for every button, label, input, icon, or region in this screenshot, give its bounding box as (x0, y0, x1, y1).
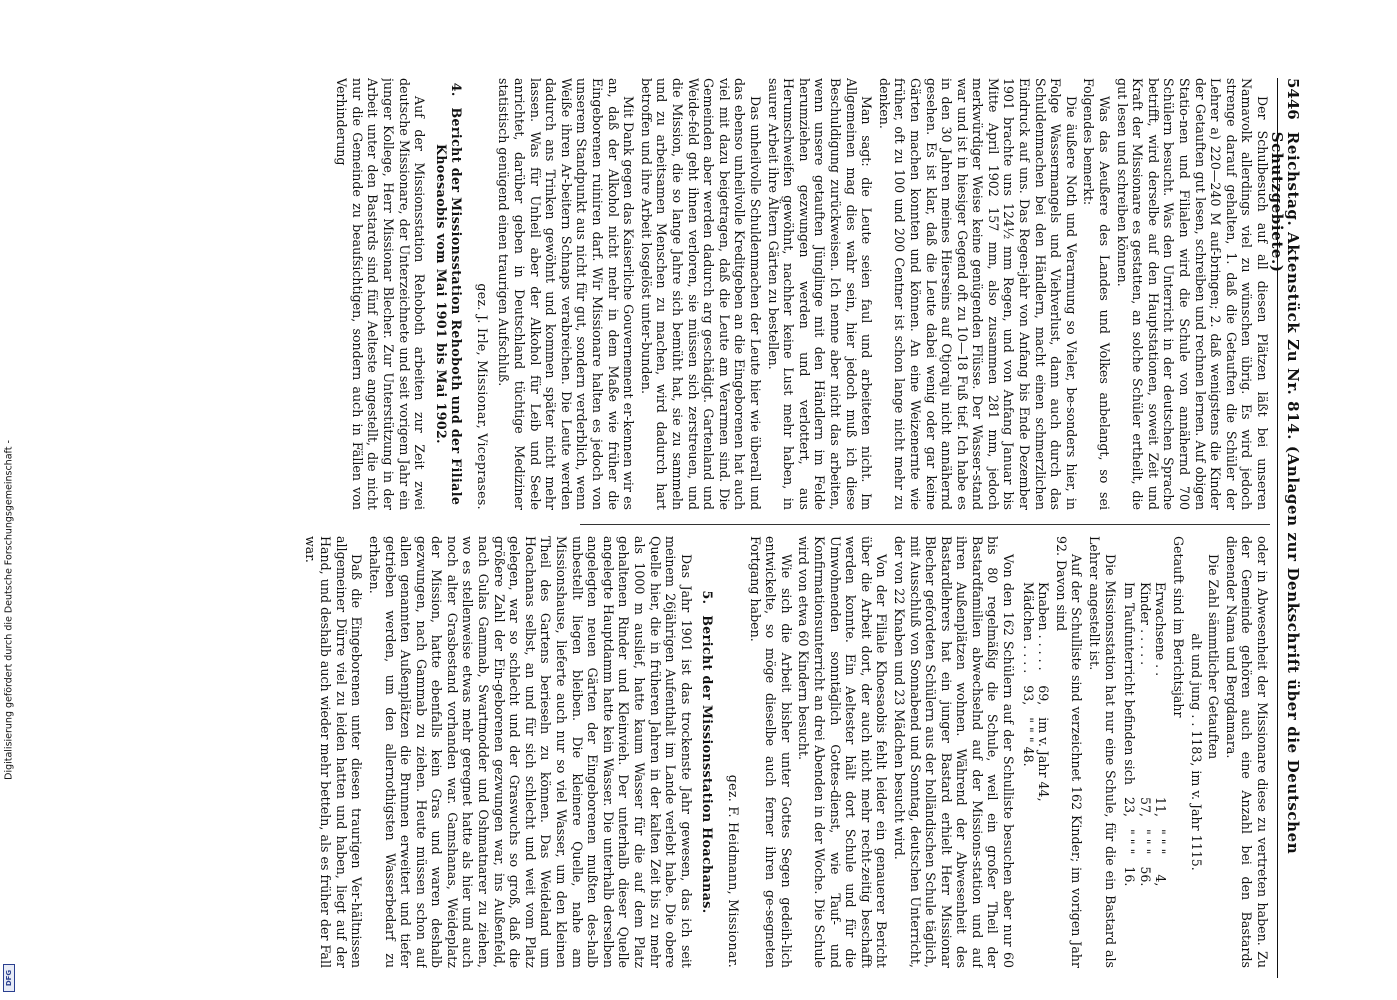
section-title: Bericht der Missionsstation Hoachanas. (700, 615, 716, 914)
section-number: 5. (700, 590, 716, 605)
paragraph: oder in Abwesenheit der Missionare diese zu vertreten haben. Zu der Gemeinde gehören auch eine Anzahl bei den Bastards dienender Nama und Bergdamara. (1223, 536, 1270, 968)
row-label: Im Taufunterricht befinden sich (1122, 582, 1138, 785)
page-footer (0, 0, 18, 1000)
section-title: Bericht der Missionsstation Rehoboth und der Filiale Khoesaobis vom Mai 1901 bis Mai 1902. (433, 107, 465, 506)
school-table (1020, 576, 1051, 808)
right-column (120, 536, 1270, 968)
section-number: 4. (449, 82, 465, 97)
table-row (1153, 576, 1169, 892)
row-prev-value: 56. (1137, 866, 1153, 887)
row-prev-value: " " " 48. (1020, 717, 1036, 767)
page-header-title: Reichstag. Aktenstück Zu Nr. 814. (Anlagen zur Denkschrift über die Deutschen Schutzgebiete.) (1268, 131, 1302, 855)
column-divider (580, 524, 1270, 525)
paragraph: Von der Filiale Khoesaobis fehlt leider ein genauerer Bericht über die Arbeit dort, der auch nicht mehr recht-zeitig beschafft werden konnte. Ein Aeltester hält dort Schule und für die Umwohnenden sonntäglich Gottes-dienst, wie Tauf- und Konfirmationsunterricht an drei Abenden in der Woche. Die Schule wird von etwa 60 Kindern besucht. (796, 536, 890, 968)
row-label: Kinder . . . . . (1137, 582, 1153, 666)
signature: gez. J. Irle, Missionar, Viceprases. (474, 283, 490, 510)
section-heading-5 (700, 536, 716, 968)
paragraph: Mit Dank gegen das Kaiserliche Gouvernement er-kennen wir es an, daß der Alkohol nicht mehr in dem Maße wie früher die Eingeborenen ruiniren darf. Wir Missionare halten es jedoch von unserem Standpunkt aus nicht für gut, sondern verderblich, wenn Weiße ihren Ar-beitern Schnaps verabreichen. Die Leute werden dadurch ans Trinken gewöhnt und kommen später nicht mehr lassen. Was für Unheil aber der Alkohol für Leib und Seele anrichtet, darüber geben in Deutschland tüchtige Mediziner statistisch genügend einen traurigen Aufschluß. (496, 78, 637, 510)
row-value: 57, (1137, 796, 1153, 817)
row-value: 69, (1036, 685, 1052, 706)
page-number: 5446 (1284, 78, 1302, 120)
row-ditto: " " " (1137, 829, 1153, 855)
paragraph: Die Missionsstation hat nur eine Schule, für die ein Bastard als Lehrer angestellt ist. (1087, 536, 1118, 968)
paragraph: Daß die Eingeborenen unter diesen traurigen Ver-hältnissen allgemeiner Dürre viel zu leiden hatten und haben, liegt auf der Hand, und deshalb auch wieder mehr betteln, als es früher der Fall war. (302, 536, 365, 968)
dfg-logo (3, 964, 15, 992)
paragraph: Das unheilvolle Schuldenmachen der Leute hier wie überall und das ebenso unheilvolle Kreditgeben an die Eingeborenen hat auch viel mit dazu beigetragen, daß die Leute am Verarmen sind. Die Gemeinden aber werden dadurch arg geschädigt. Gartenland und Weide-feld geht ihnen verloren, sie müssen sich zerstreuen, und die Mission, die so lange Jahre sich bemüht hat, sie zu sammeln und zu arbeitsamen Menschen zu machen, wird dadurch hart betroffen und ihre Arbeit losgelöst unter-bunden. (638, 78, 763, 510)
row-prev-value: 16. (1122, 866, 1138, 887)
baptized-intro: Getauft sind im Berichtsjahr (1171, 536, 1187, 718)
row-prev-value: im v. Jahr 44, (1036, 717, 1052, 802)
paragraph: Wie sich die Arbeit bisher unter Gottes Segen gedeih-lich entwickelte, so möge dieselbe auch ferner ihren ge-segneten Fortgang haben. (747, 536, 794, 968)
section-heading-4 (433, 78, 464, 510)
row-value: 11, (1153, 796, 1169, 817)
dfg-logo-text: DFG (5, 969, 13, 987)
paragraph: Das Jahr 1901 ist das trockenste Jahr gewesen, das ich seit meinem 26jährigen Aufenthalt im Lande verlebt habe. Die obere Quelle hier, die in früheren Jahren in der kalten Zeit bis zu mehr als 1000 m auslief, hatte kaum Wasser für die auf dem Platz gehaltenen Rinder und Kleinvieh. Der unterhalb dieser Quelle angelegte Hauptdamm hatte kein Wasser. Die unterhalb derselben angelegten neuen Gärten der Eingeborenen mußten des-halb unbestellt liegen bleiben. Die kleinere Quelle, nahe am Missionshause, lieferte auch nur so viel Wasser, um den kleinen Theil des Gartens berieseln zu können. Das Weideland um Hoachanas selbst, an und für sich schlecht und weit vom Platz gelegen, war so schlecht und der Graswuchs so groß, daß die größere Zahl der Ein-geborenen gezwungen war, ins Außenfeld, nach Gulas Gammab, Swartmodder und Oshmatnarer zu ziehen, wo es stellenweise etwas mehr geregnet hatte als hier und auch noch alter Grasbestand vorhanden war. Gamshanas, Weideplatz der Mission, hatte ebenfalls kein Gras und waren deshalb gezwungen, nach Gammab zu ziehen. Heute müssen schon auf allen genannten Außenplätzen die Brunnen erweitert und tiefer getrieben werden, um den allernothigsten Wasserbedarf zu erhalten. (366, 536, 694, 968)
row-label: Erwachsene . . (1153, 582, 1169, 677)
row-ditto: " " " (1153, 829, 1169, 855)
paragraph: Man sagt: die Leute seien faul und arbeiteten nicht. Im Allgemeinen mag dies wahr sein, hier jedoch muß ich diese Beschuldigung zurückweisen. Ich nenne aber nicht das arbeiten, wenn unsere getauften Jünglinge mit den Händlern im Felde herumziehen gezwungen werden und verlottert, aus Herumschweifen gewöhnt, nachher keine Lust mehr haben, in saurer Arbeit ihre Ältern Gärten zu bestellen. (765, 78, 875, 510)
row-ditto: " " " (1122, 829, 1138, 855)
scanned-page (110, 78, 1300, 978)
row-value: 23, (1122, 796, 1138, 817)
table-row (1020, 576, 1036, 808)
row-prev-value: 4, (1153, 874, 1169, 887)
census-intro: Die Zahl sämmtlicher Getauften (1206, 554, 1222, 760)
paragraph: Die äußere Noth und Verarmung so Vieler, be-sonders hier, in Folge Wassermangels und Viehverlust, dann auch durch das Schuldenmachen bei den Händlern, macht einen schmerzlichen Eindruck auf uns. Das Regen-jahr von Anfang bis Ende Dezember 1901 brachte uns 124½ mm Regen, und von Anfang Januar bis Mitte April 1902 157 mm, also zusammen 281 mm, jedoch merkwürdiger Weise keine genügenden Flüsse. Der Wasser-stand war und ist in hiesiger Gegend oft zu 10—18 Fuß tief. Ich habe es in den 30 Jahren meines Hierseins auf Otjoraju nicht annähernd gesehen. Es ist klar, daß die Leute dabei wenig oder gar keine Gärten machen konnten und können. An eine Weizenernte wie früher, oft zu 100 und 200 Centner ist schon lange nicht mehr zu denken. (876, 78, 1079, 510)
paragraph: Was das Aeußere des Landes und Volkes anbelangt, so sei Folgendes bemerkt: (1081, 78, 1113, 510)
paragraph: Auf der Missionsstation Rehoboth arbeiten zur Zeit zwei deutsche Missionare, der Unterzeichnete und seit vorigem Jahr ein junger Kollege, Herr Missionar Blecher. Zur Unterstützung in der Arbeit unter den Bastards sind fünf Aelteste angestellt, die nicht nur die Gemeinde zu beaufsichtigen, sondern auch in Fällen von Verhinderung (334, 78, 428, 510)
digitization-credit: Digitalisierung gefördert durch die Deutsche Forschungsgemeinschaft - (3, 440, 15, 780)
row-label: Knaben . . . . . (1036, 582, 1052, 671)
row-label: Mädchen . . . . (1020, 582, 1036, 674)
paragraph: Der Schulbesuch auf all diesen Plätzen läßt bei unseren Namavolk allerdings viel zu wünschen übrig. Es wird jedoch strenge darauf gehalten, 1. daß die Getauften die Schüler der Lehrer a) 220—240 M auf-bringen; 2. daß wenigstens die Kinder der Getauften gut lesen, schreiben und rechnen lernen. Auf obigen Statio-nen und Filialen wird die Schule von annähernd 700 Schülern besucht. Was den Unterricht in der deutschen Sprache betrifft, wird derselbe auf den Hauptstationen, soweit Zeit und Kraft der Missionare es gestatten, an solche Schüler ertheilt, die gut lesen und schreiben können. (1114, 78, 1270, 510)
paragraph: Von den 162 Schülern auf der Schulliste besuchen aber nur 60 bis 80 regelmäßig die Schule, weil ein großer Theil der Bastardfamilien abwechselnd auf der Missions-station und auf ihren Außenplätzen wohnen. Während der Abwesenheit des Bastardlehrers hat ein junger Bastard erhielt Herr Missionar Blecher gefordeten Schülern aus der holländischen Schule täglich, mit Ausschluß von Sonnabend und Sonntag, deutschen Unterricht, der von 22 Knaben und 23 Mädchen besucht wird. (891, 536, 1017, 968)
table-row (1137, 576, 1153, 892)
row-value: 93, (1020, 685, 1036, 706)
school-intro: Auf der Schulliste sind verzeichnet 162 Kinder; im vorigen Jahr 92. Davon sind (1053, 536, 1085, 968)
census-total: alt und jung . . 1183, im v. Jahr 1115. (1188, 633, 1204, 871)
signature: gez. F. Heidmann, Missionar. (726, 774, 741, 968)
table-row (1122, 576, 1138, 892)
baptized-table (1122, 576, 1169, 892)
table-row (1036, 576, 1052, 808)
left-column (120, 78, 1270, 510)
page-header (1268, 78, 1302, 978)
